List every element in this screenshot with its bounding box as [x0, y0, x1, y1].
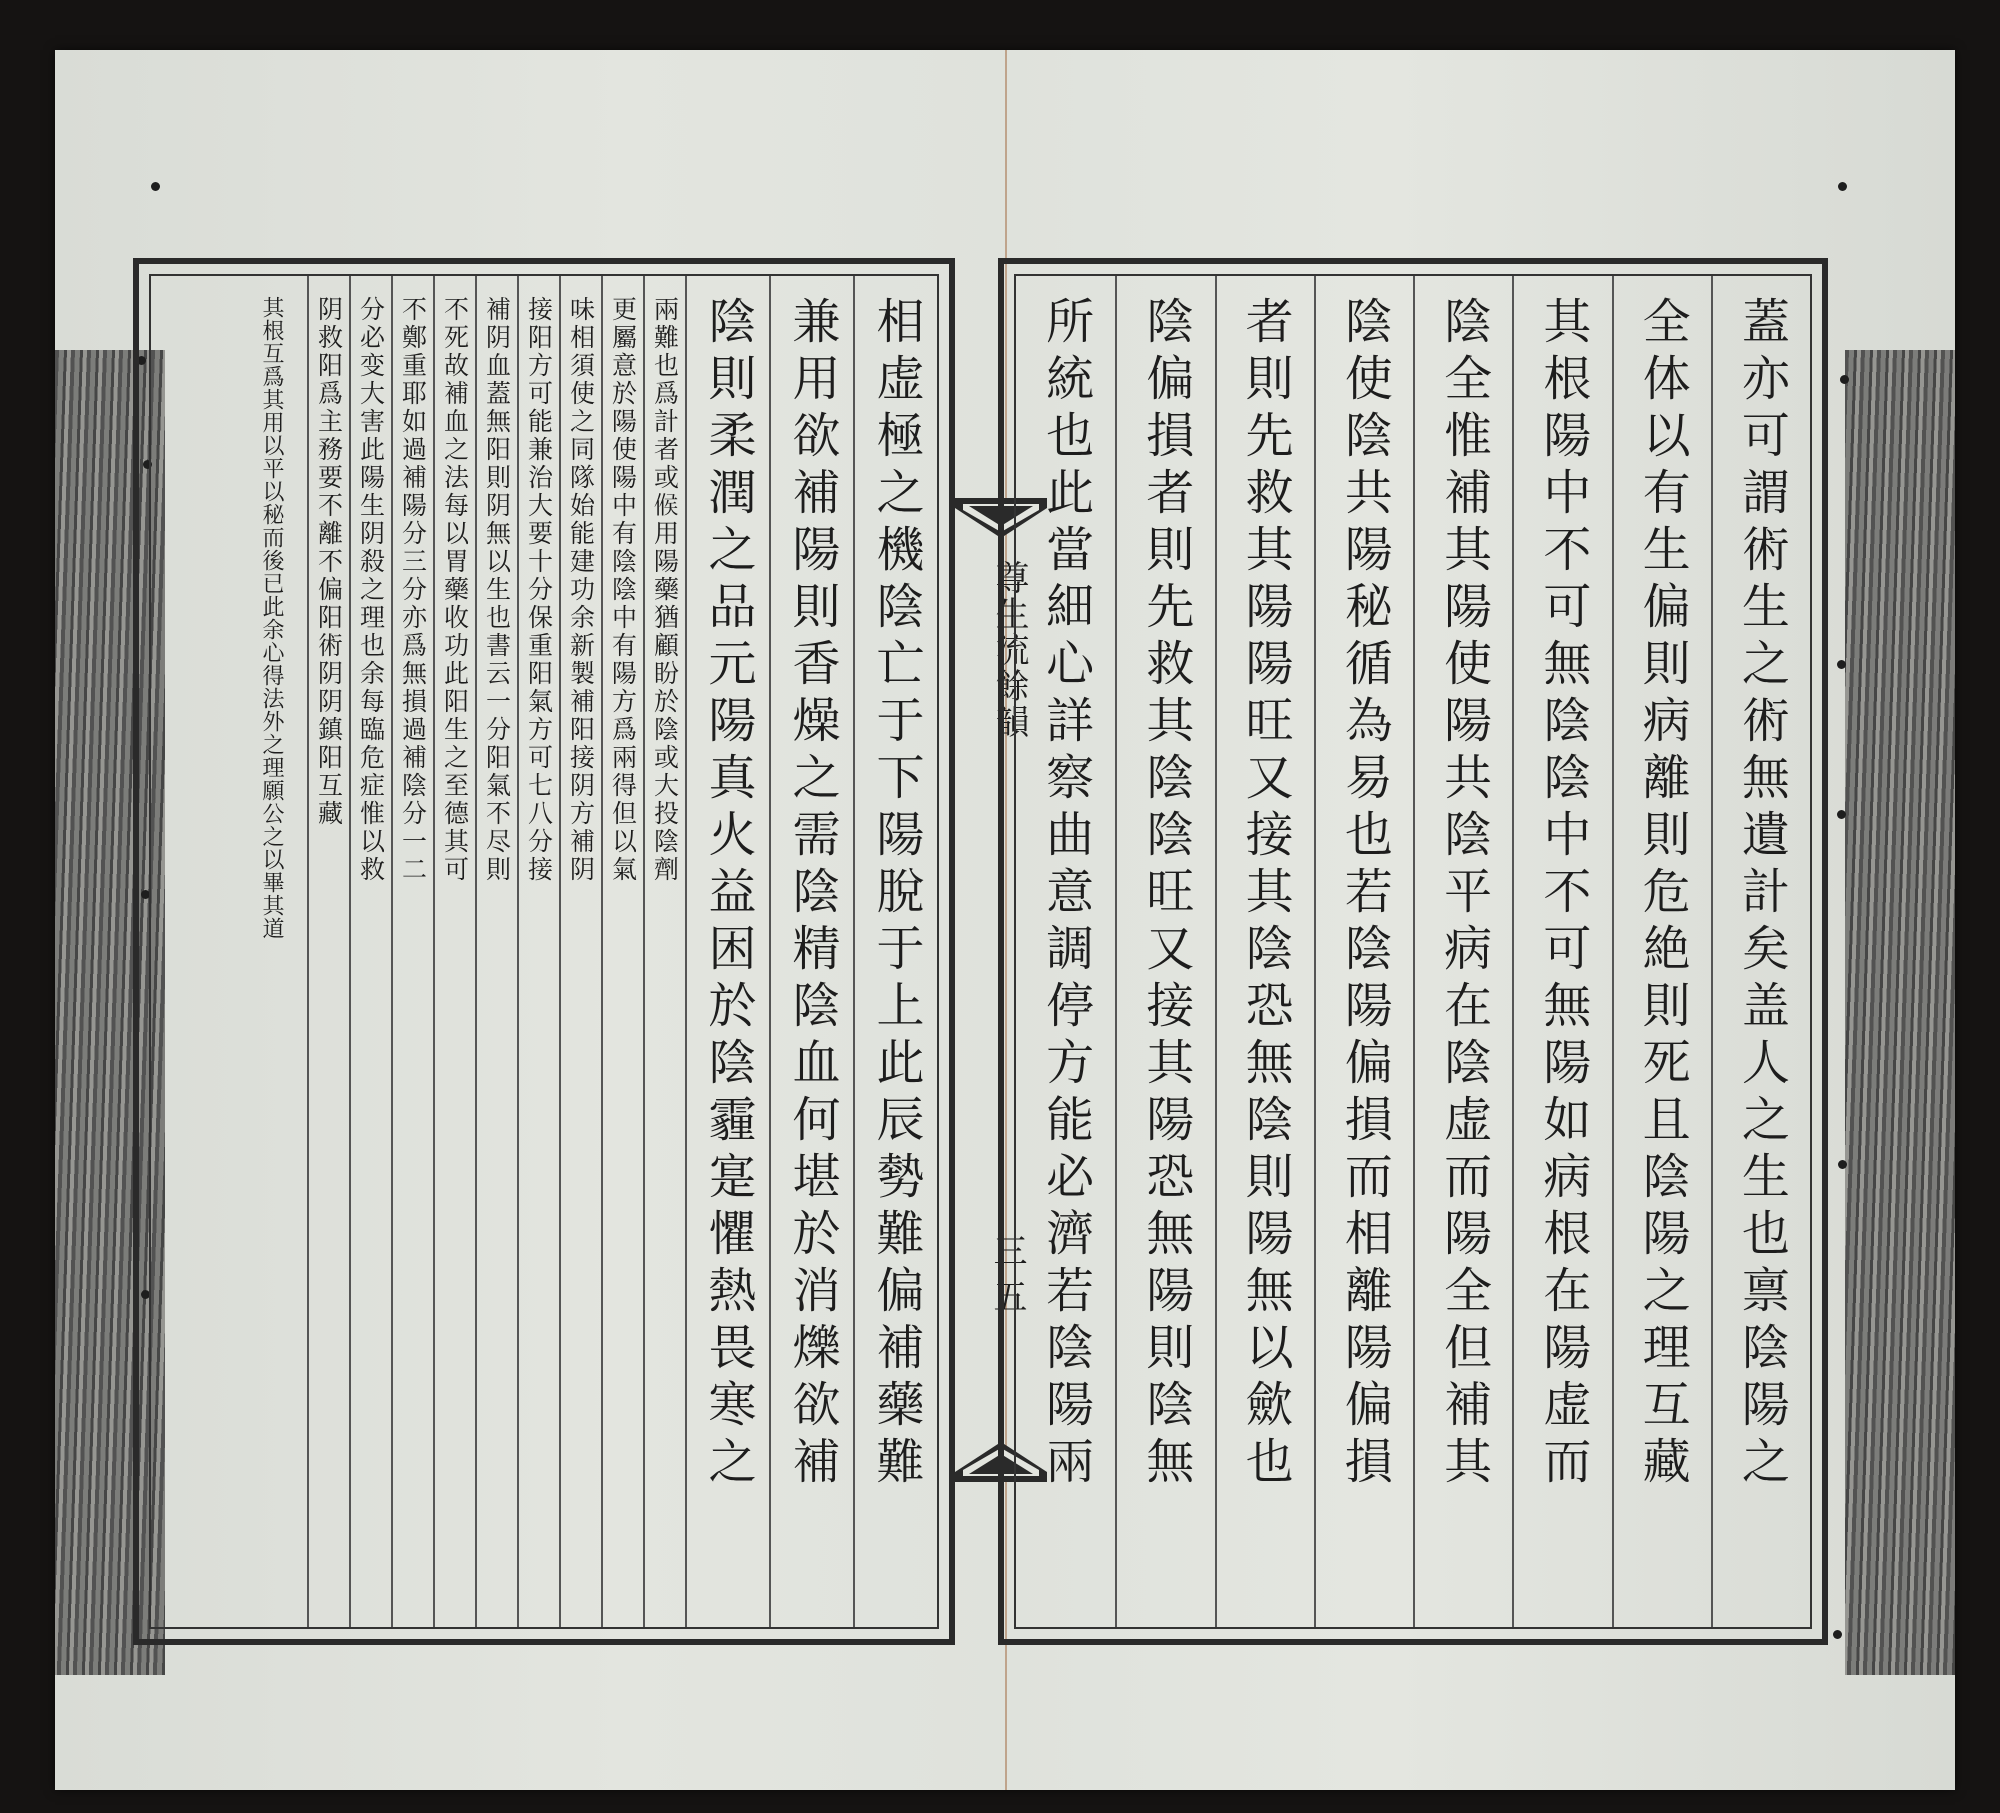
text-column	[517, 276, 559, 1627]
left-page-frame	[133, 258, 955, 1645]
column-text: 兩難也爲計者或𠋫用陽藥猶顧盼於陰或大投陰劑	[650, 296, 680, 884]
text-column	[475, 276, 517, 1627]
column-text: 兼用欲補陽則香燥之需陰精陰血何堪於消爍欲補	[784, 296, 840, 1493]
text-column	[433, 276, 475, 1627]
column-text: 陰全惟補其陽使陽共陰平病在陰虚而陽全但補其	[1435, 296, 1492, 1493]
column-text: 不死故補血之法每以胃藥收功此阳生之至德其可	[440, 296, 470, 884]
column-text: 陰偏損者則先救其陰陰旺又接其陽恐無陽則陰無	[1137, 296, 1194, 1493]
spine-title: 尊生流餘韻	[989, 560, 1029, 740]
text-column	[1413, 276, 1512, 1627]
binding-hole	[1838, 182, 1847, 191]
column-text: 其根陽中不可無陰陰中不可無陽如病根在陽虚而	[1534, 296, 1591, 1493]
text-column	[685, 276, 769, 1627]
column-text: 全体以有生偏則病離則危絶則死且陰陽之理互藏	[1634, 296, 1691, 1493]
text-column	[1115, 276, 1214, 1627]
text-column	[1512, 276, 1611, 1627]
binding-hole	[1833, 1630, 1842, 1639]
text-column	[235, 276, 307, 1627]
text-column	[643, 276, 685, 1627]
column-text: 阴救阳爲主務要不離不偏阳術阴阴鎮阳互藏	[314, 296, 344, 828]
binding-hole	[1837, 810, 1846, 819]
text-column	[601, 276, 643, 1627]
text-column	[349, 276, 391, 1627]
text-column	[1215, 276, 1314, 1627]
text-column	[307, 276, 349, 1627]
text-column	[1016, 276, 1115, 1627]
text-column	[391, 276, 433, 1627]
text-column	[1711, 276, 1810, 1627]
binding-hole	[1838, 1160, 1847, 1169]
binding-strip-right	[1845, 350, 1955, 1675]
column-text: 陰使陰共陽秘循為易也若陰陽偏損而相離陽偏損	[1336, 296, 1393, 1493]
column-text: 者則先救其陽陽旺又接其陰恐無陰則陽無以歛也	[1237, 296, 1294, 1493]
text-column	[1612, 276, 1711, 1627]
column-text: 蓋亦可謂術生之術無遺計矣盖人之生也禀陰陽之	[1733, 296, 1790, 1493]
text-column	[853, 276, 937, 1627]
text-column	[769, 276, 853, 1627]
column-text: 其根互爲其用以平以秘而後已此余心得法外之理願公之以畢其道	[259, 296, 284, 940]
column-text: 更屬意於陽使陽中有陰陰中有陽方爲兩得但以氣	[608, 296, 638, 884]
column-text: 陰則柔潤之品元陽真火益困於陰霾寔懼熱畏寒之	[700, 296, 756, 1493]
text-column	[559, 276, 601, 1627]
left-page-text-block	[149, 274, 939, 1629]
binding-hole	[1840, 375, 1849, 384]
page-number: 三五	[987, 1233, 1027, 1325]
column-text: 相虚極之機陰亡于下陽脫于上此辰勢難偏補藥難	[868, 296, 924, 1493]
column-text: 補阴血蓋無阳則阴無以生也書云一分阳氣不尽則	[482, 296, 512, 884]
binding-hole	[151, 182, 160, 191]
column-text: 不鄭重耶如過補陽分三分亦爲無損過補陰分一二	[398, 296, 428, 884]
column-text: 接阳方可能兼治大要十分保重阳氣方可七八分接	[524, 296, 554, 884]
column-text: 味相須使之同隊始能建功余新製補阳接阴方補阴	[566, 296, 596, 884]
binding-hole	[1837, 660, 1846, 669]
right-page-frame	[998, 258, 1828, 1645]
column-text: 所統也此當細心詳察曲意調停方能必濟若陰陽兩	[1037, 296, 1094, 1493]
column-text: 分必变大害此陽生阴殺之理也余每臨危症惟以救	[356, 296, 386, 884]
right-page-text-block	[1014, 274, 1812, 1629]
text-column	[1314, 276, 1413, 1627]
